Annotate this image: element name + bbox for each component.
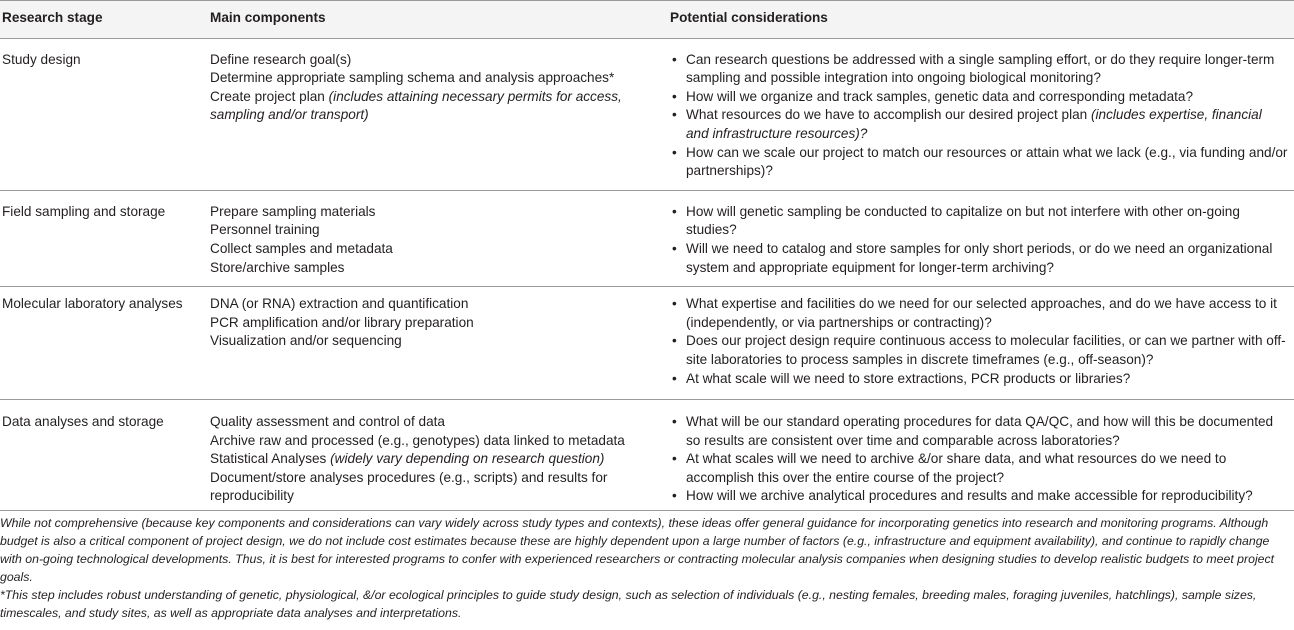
consideration-italic-note: (includes expertise, financial and infrastructure resources)?	[686, 107, 1262, 141]
consideration-item: • Can research questions be addressed with a single sampling effort, or do they require longer-term sampling and possible integration into ongoing biological monitoring?	[670, 51, 1294, 88]
consideration-text: What resources do we have to accomplish our desired project plan	[686, 107, 1091, 123]
component-italic-note: (includes attaining necessary permits for access, sampling and/or transport)	[210, 88, 622, 123]
considerations-list	[670, 413, 1294, 506]
considerations-cell	[670, 400, 1294, 511]
table-footnote: While not comprehensive (because key components and considerations can vary widely across study types and contexts), these ideas offer general guidance for incorporating genetics into research and monitoring programs. Although budget is also a critical component of project design, we do not include cost estimates because these are highly dependent upon a large number of factors (e.g., infrastructure and equipment availability), and continue to rapidly change with on-going technological developments. Thus, it is best for interested programs to confer with experienced researchers or contracting molecular analysis companies when designing studies to develop realistic budgets to meet project goals.	[0, 516, 1275, 584]
component-item: PCR amplification and/or library preparation	[210, 314, 474, 330]
component-item	[210, 88, 670, 125]
consideration-item: • Does our project design require continuous access to molecular facilities, or can we partner with off-site laboratories to process samples in discrete timeframes (e.g., off-season)?	[670, 332, 1294, 369]
consideration-item: • What expertise and facilities do we need for our selected approaches, and do we have access to it (independently, or via partnerships or contracting)?	[670, 295, 1294, 332]
component-item: Determine appropriate sampling schema and analysis approaches*	[210, 70, 615, 86]
considerations-list	[670, 203, 1294, 277]
component-item: Quality assessment and control of data	[210, 414, 445, 430]
consideration-item: • What will be our standard operating procedures for data QA/QC, and how will this be documented so results are consistent over time and comparable across laboratories?	[670, 413, 1294, 450]
component-item: Archive raw and processed (e.g., genotypes) data linked to metadata	[210, 432, 625, 448]
component-item: Document/store analyses procedures (e.g., scripts) and results for reproducibility	[210, 469, 608, 504]
component-item	[210, 450, 670, 469]
components-cell	[210, 190, 670, 286]
considerations-list	[670, 295, 1294, 388]
consideration-item: • At what scale will we need to store extractions, PCR products or libraries?	[670, 370, 1294, 389]
header-potential-considerations: Potential considerations	[670, 1, 1294, 39]
consideration-item: • At what scales will we need to archive &/or share data, and what resources do we need to accomplish this over the entire course of the project?	[670, 450, 1294, 487]
component-item: Visualization and/or sequencing	[210, 333, 402, 349]
consideration-item: • How will we archive analytical procedures and results and make accessible for reproducibility?	[670, 487, 1294, 506]
consideration-item: • How will genetic sampling be conducted to capitalize on but not interfere with other on-going studies?	[670, 203, 1294, 240]
stage-cell: Molecular laboratory analyses	[0, 287, 210, 400]
table-row-data-analyses	[0, 400, 1294, 511]
component-text: Statistical Analyses	[210, 451, 331, 467]
stage-cell: Field sampling and storage	[0, 190, 210, 286]
considerations-cell	[670, 38, 1294, 190]
component-item: Prepare sampling materials	[210, 203, 376, 219]
consideration-item: • How will we organize and track samples, genetic data and corresponding metadata?	[670, 88, 1294, 107]
consideration-item: • How can we scale our project to match our resources or attain what we lack (e.g., via funding and/or partnerships)?	[670, 144, 1294, 181]
table-row-field-sampling	[0, 190, 1294, 286]
table-row-study-design	[0, 38, 1294, 190]
component-item: Store/archive samples	[210, 259, 345, 275]
component-italic-note: (widely vary depending on research question)	[330, 451, 605, 467]
component-item: Personnel training	[210, 222, 320, 238]
component-item: Collect samples and metadata	[210, 240, 393, 256]
header-main-components: Main components	[210, 1, 670, 39]
components-cell	[210, 287, 670, 400]
consideration-item: • Will we need to catalog and store samples for only short periods, or do we need an organizational system and appropriate equipment for longer-term archiving?	[670, 240, 1294, 277]
stage-cell: Data analyses and storage	[0, 400, 210, 511]
component-text: Create project plan	[210, 88, 329, 104]
table-header-row	[0, 1, 1294, 39]
table-row-molecular-lab	[0, 287, 1294, 400]
considerations-cell	[670, 190, 1294, 286]
components-cell	[210, 38, 670, 190]
considerations-cell	[670, 287, 1294, 400]
asterisk-footnote: *This step includes robust understanding of genetic, physiological, &/or ecological principles to guide study design, such as selection of individuals (e.g., nesting females, breeding males, foraging juveniles, hatchlings), sample sizes, timescales, and study sites, as well as appropriate data analyses and interpretations.	[0, 588, 1257, 620]
stage-cell: Study design	[0, 38, 210, 190]
components-cell	[210, 400, 670, 511]
component-item: DNA (or RNA) extraction and quantification	[210, 296, 469, 312]
component-item: Define research goal(s)	[210, 51, 352, 67]
consideration-item	[670, 106, 1294, 143]
considerations-list	[670, 51, 1294, 181]
header-research-stage: Research stage	[0, 1, 210, 39]
